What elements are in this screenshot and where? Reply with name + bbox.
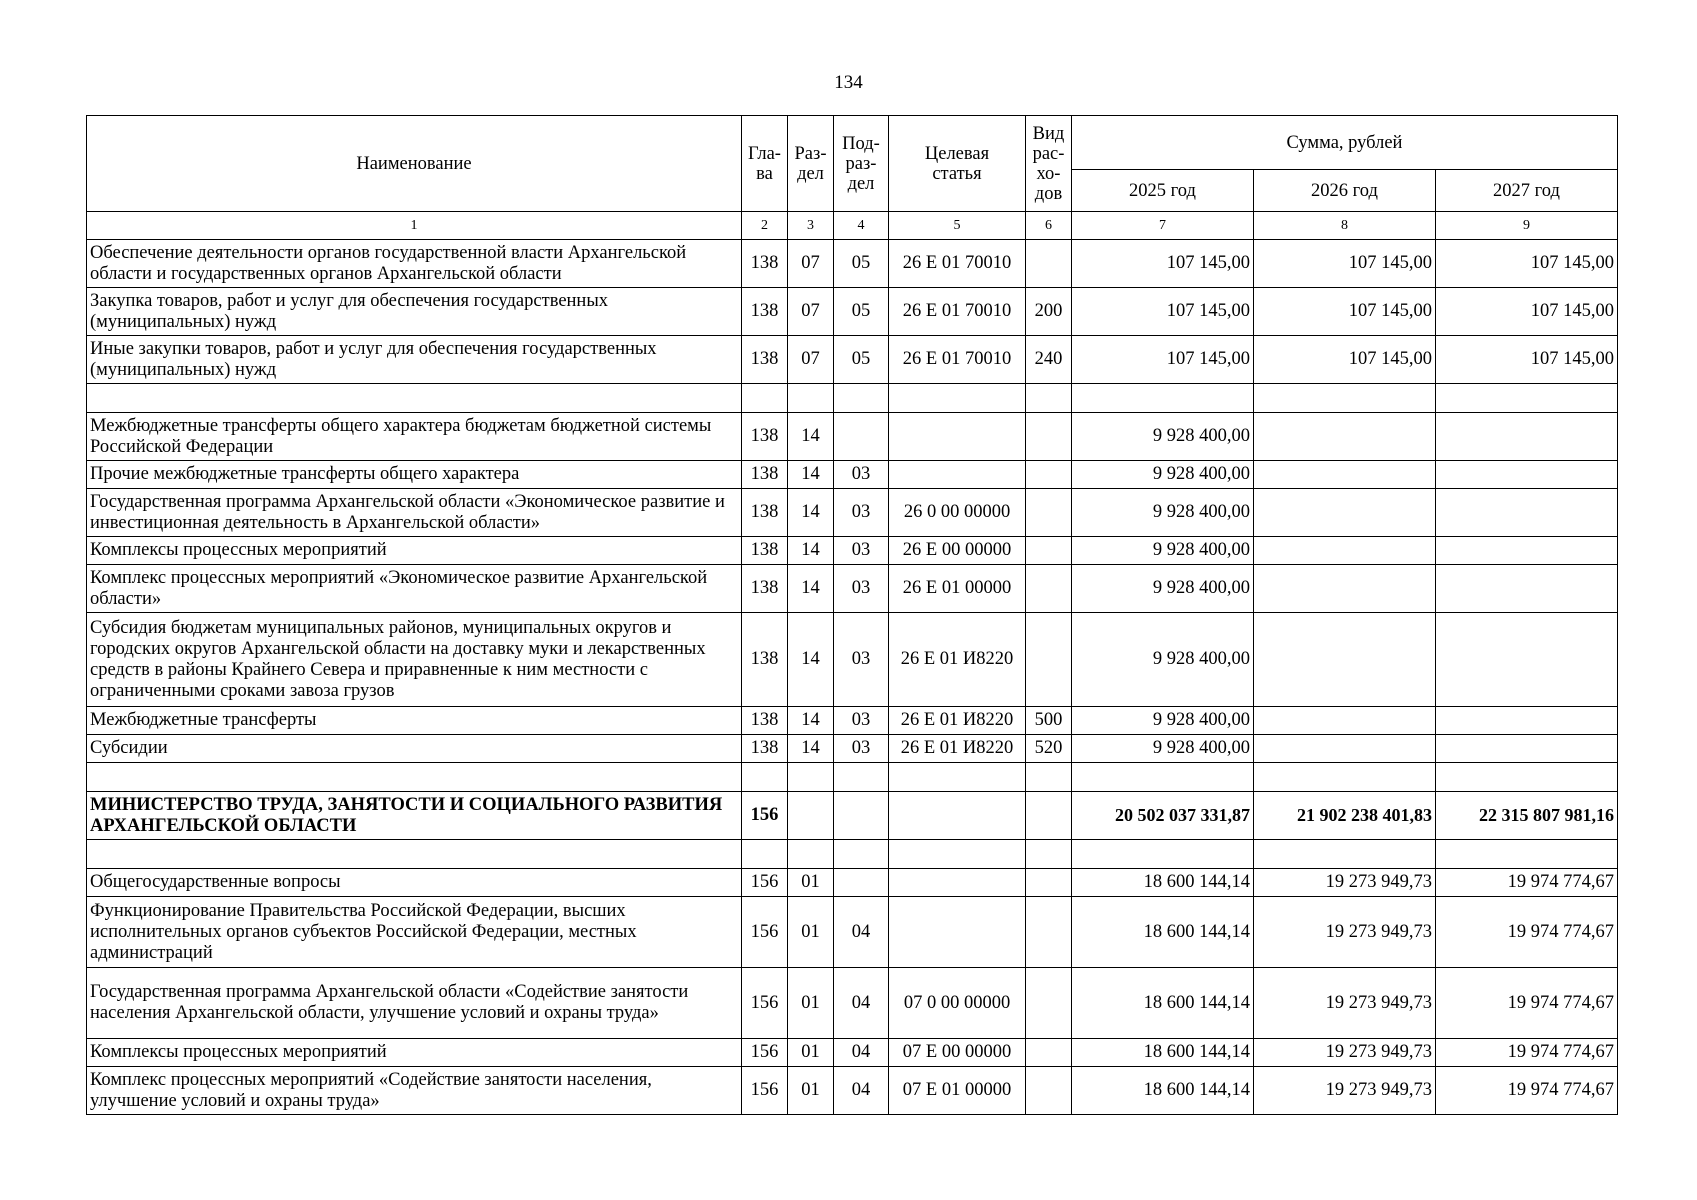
table-row <box>87 897 1618 968</box>
cell-2025: 18 600 144,14 <box>1072 1039 1254 1067</box>
header-vid <box>1026 116 1072 212</box>
cell-razdel: 14 <box>788 613 834 707</box>
header-tselevaya <box>889 116 1026 212</box>
cell-podrazdel: 04 <box>834 968 889 1039</box>
cell-glava: 156 <box>742 968 788 1039</box>
table-row <box>87 1067 1618 1115</box>
cell-2027: 22 315 807 981,16 <box>1436 792 1618 840</box>
cell-podrazdel: 03 <box>834 461 889 489</box>
cell-2027 <box>1436 707 1618 735</box>
cell-2026: 19 273 949,73 <box>1254 1067 1436 1115</box>
cell-2026 <box>1254 413 1436 461</box>
cell-2025: 9 928 400,00 <box>1072 707 1254 735</box>
cell-2026: 21 902 238 401,83 <box>1254 792 1436 840</box>
cell-2025: 9 928 400,00 <box>1072 489 1254 537</box>
column-number: 3 <box>788 212 834 240</box>
column-number: 6 <box>1026 212 1072 240</box>
cell-2027 <box>1436 461 1618 489</box>
cell-2026 <box>1254 384 1436 413</box>
cell-2027 <box>1436 413 1618 461</box>
cell-2026: 107 145,00 <box>1254 240 1436 288</box>
column-number: 4 <box>834 212 889 240</box>
cell-tselevaya: 26 Е 01 И8220 <box>889 613 1026 707</box>
table-row-empty <box>87 763 1618 792</box>
cell-tselevaya: 26 Е 01 00000 <box>889 565 1026 613</box>
cell-2027: 19 974 774,67 <box>1436 869 1618 897</box>
header-razdel <box>788 116 834 212</box>
cell-podrazdel <box>834 413 889 461</box>
table-row-ministry <box>87 792 1618 840</box>
cell-2026 <box>1254 537 1436 565</box>
cell-2027 <box>1436 840 1618 869</box>
cell-razdel: 14 <box>788 461 834 489</box>
table-row <box>87 735 1618 763</box>
cell-2025: 9 928 400,00 <box>1072 413 1254 461</box>
cell-2025: 107 145,00 <box>1072 336 1254 384</box>
cell-vid <box>1026 613 1072 707</box>
cell-2026 <box>1254 613 1436 707</box>
cell-2025: 9 928 400,00 <box>1072 613 1254 707</box>
column-number: 8 <box>1254 212 1436 240</box>
cell-razdel: 01 <box>788 869 834 897</box>
budget-table <box>86 115 1618 1115</box>
cell-name: Комплекс процессных мероприятий «Содействие занятости населения, улучшение условий и охраны труда» <box>87 1067 742 1115</box>
cell-tselevaya <box>889 840 1026 869</box>
cell-podrazdel <box>834 763 889 792</box>
cell-vid <box>1026 840 1072 869</box>
header-2027 <box>1436 170 1618 212</box>
cell-name: Обеспечение деятельности органов государственной власти Архангельской области и государственных органов Архангельской области <box>87 240 742 288</box>
cell-2026: 107 145,00 <box>1254 288 1436 336</box>
cell-vid <box>1026 869 1072 897</box>
cell-glava <box>742 384 788 413</box>
cell-2026: 19 273 949,73 <box>1254 1039 1436 1067</box>
cell-2025: 9 928 400,00 <box>1072 565 1254 613</box>
cell-2027 <box>1436 565 1618 613</box>
cell-name: Иные закупки товаров, работ и услуг для обеспечения государственных (муниципальных) нужд <box>87 336 742 384</box>
cell-glava: 138 <box>742 735 788 763</box>
cell-podrazdel: 03 <box>834 565 889 613</box>
table-row <box>87 489 1618 537</box>
column-number: 2 <box>742 212 788 240</box>
cell-tselevaya <box>889 413 1026 461</box>
cell-glava: 138 <box>742 613 788 707</box>
cell-glava: 138 <box>742 336 788 384</box>
cell-tselevaya: 07 0 00 00000 <box>889 968 1026 1039</box>
cell-tselevaya: 26 Е 01 70010 <box>889 336 1026 384</box>
cell-razdel: 01 <box>788 897 834 968</box>
cell-vid: 240 <box>1026 336 1072 384</box>
cell-2025: 9 928 400,00 <box>1072 461 1254 489</box>
cell-name: Закупка товаров, работ и услуг для обеспечения государственных (муниципальных) нужд <box>87 288 742 336</box>
header-2025-label: 2025 год <box>1129 180 1196 201</box>
cell-vid <box>1026 461 1072 489</box>
header-name-label: Наименование <box>356 153 472 174</box>
cell-razdel: 07 <box>788 288 834 336</box>
cell-name: Функционирование Правительства Российской Федерации, высших исполнительных органов субъектов Российской Федерации, местных администраций <box>87 897 742 968</box>
cell-glava: 156 <box>742 897 788 968</box>
cell-podrazdel: 03 <box>834 613 889 707</box>
cell-tselevaya <box>889 792 1026 840</box>
cell-2025: 18 600 144,14 <box>1072 968 1254 1039</box>
table-body <box>87 240 1618 1115</box>
cell-2026: 19 273 949,73 <box>1254 897 1436 968</box>
cell-razdel <box>788 840 834 869</box>
cell-glava: 156 <box>742 1039 788 1067</box>
table-row <box>87 968 1618 1039</box>
cell-2025: 18 600 144,14 <box>1072 869 1254 897</box>
cell-glava: 138 <box>742 461 788 489</box>
cell-2027: 19 974 774,67 <box>1436 1039 1618 1067</box>
cell-podrazdel: 03 <box>834 489 889 537</box>
cell-podrazdel <box>834 384 889 413</box>
header-vid-label: Вид рас- хо- дов <box>1032 123 1065 204</box>
cell-razdel: 14 <box>788 707 834 735</box>
cell-vid: 500 <box>1026 707 1072 735</box>
cell-2027: 19 974 774,67 <box>1436 1067 1618 1115</box>
cell-2026 <box>1254 735 1436 763</box>
header-2027-label: 2027 год <box>1493 180 1560 201</box>
table-row <box>87 413 1618 461</box>
cell-name: Государственная программа Архангельской области «Экономическое развитие и инвестиционная деятельность в Архангельской области» <box>87 489 742 537</box>
cell-2027 <box>1436 613 1618 707</box>
cell-podrazdel: 03 <box>834 735 889 763</box>
column-number: 9 <box>1436 212 1618 240</box>
cell-2027 <box>1436 735 1618 763</box>
cell-2025: 18 600 144,14 <box>1072 897 1254 968</box>
cell-podrazdel: 05 <box>834 336 889 384</box>
cell-name: Прочие межбюджетные трансферты общего характера <box>87 461 742 489</box>
cell-tselevaya <box>889 461 1026 489</box>
cell-2025: 107 145,00 <box>1072 240 1254 288</box>
cell-2025 <box>1072 384 1254 413</box>
cell-name: Государственная программа Архангельской области «Содействие занятости населения Архангельской области, улучшение условий и охраны труда» <box>87 968 742 1039</box>
cell-vid <box>1026 1067 1072 1115</box>
cell-2025: 20 502 037 331,87 <box>1072 792 1254 840</box>
cell-glava: 138 <box>742 413 788 461</box>
cell-podrazdel <box>834 792 889 840</box>
cell-razdel <box>788 763 834 792</box>
cell-name: Субсидия бюджетам муниципальных районов, муниципальных округов и городских округов Архангельской области на доставку муки и лекарственных средств в районы Крайнего Севера и приравненные к ним местности с ограниченными сроками завоза грузов <box>87 613 742 707</box>
header-podrazdel <box>834 116 889 212</box>
cell-2026: 107 145,00 <box>1254 336 1436 384</box>
cell-glava: 156 <box>742 869 788 897</box>
cell-razdel: 14 <box>788 413 834 461</box>
cell-2025: 9 928 400,00 <box>1072 537 1254 565</box>
cell-razdel: 14 <box>788 735 834 763</box>
cell-razdel: 14 <box>788 489 834 537</box>
table-row-empty <box>87 840 1618 869</box>
cell-2025: 9 928 400,00 <box>1072 735 1254 763</box>
cell-2025 <box>1072 763 1254 792</box>
header-glava <box>742 116 788 212</box>
table-row <box>87 288 1618 336</box>
cell-razdel: 07 <box>788 240 834 288</box>
cell-vid: 520 <box>1026 735 1072 763</box>
cell-vid <box>1026 897 1072 968</box>
cell-vid <box>1026 763 1072 792</box>
cell-razdel: 01 <box>788 968 834 1039</box>
cell-glava: 138 <box>742 288 788 336</box>
header-razdel-label: Раз- дел <box>794 143 827 184</box>
cell-2027: 19 974 774,67 <box>1436 968 1618 1039</box>
table-row <box>87 869 1618 897</box>
cell-podrazdel: 04 <box>834 1039 889 1067</box>
cell-glava: 138 <box>742 565 788 613</box>
cell-razdel: 14 <box>788 537 834 565</box>
cell-2026 <box>1254 707 1436 735</box>
header-name <box>87 116 742 212</box>
cell-tselevaya <box>889 869 1026 897</box>
cell-podrazdel: 04 <box>834 897 889 968</box>
cell-vid: 200 <box>1026 288 1072 336</box>
column-number: 7 <box>1072 212 1254 240</box>
header-sum-label: Сумма, рублей <box>1286 132 1403 153</box>
column-number: 1 <box>87 212 742 240</box>
cell-2027 <box>1436 384 1618 413</box>
table-row <box>87 707 1618 735</box>
table-row-empty <box>87 384 1618 413</box>
cell-tselevaya: 26 0 00 00000 <box>889 489 1026 537</box>
cell-name: Комплексы процессных мероприятий <box>87 1039 742 1067</box>
cell-2027 <box>1436 763 1618 792</box>
cell-tselevaya: 26 Е 01 И8220 <box>889 735 1026 763</box>
cell-tselevaya <box>889 384 1026 413</box>
cell-name <box>87 763 742 792</box>
cell-name: Межбюджетные трансферты <box>87 707 742 735</box>
cell-tselevaya: 26 Е 01 И8220 <box>889 707 1026 735</box>
cell-vid <box>1026 792 1072 840</box>
cell-2026 <box>1254 489 1436 537</box>
header-2025 <box>1072 170 1254 212</box>
cell-2027: 107 145,00 <box>1436 336 1618 384</box>
column-numbers-row <box>87 212 1618 240</box>
cell-name <box>87 840 742 869</box>
cell-podrazdel <box>834 840 889 869</box>
cell-2025 <box>1072 840 1254 869</box>
cell-vid <box>1026 1039 1072 1067</box>
table-row <box>87 537 1618 565</box>
cell-2025: 107 145,00 <box>1072 288 1254 336</box>
table-row <box>87 461 1618 489</box>
header-2026 <box>1254 170 1436 212</box>
cell-name <box>87 384 742 413</box>
cell-name: Общегосударственные вопросы <box>87 869 742 897</box>
cell-podrazdel <box>834 869 889 897</box>
cell-glava <box>742 763 788 792</box>
cell-2027 <box>1436 537 1618 565</box>
cell-podrazdel: 05 <box>834 240 889 288</box>
table-row <box>87 565 1618 613</box>
cell-vid <box>1026 489 1072 537</box>
cell-glava: 138 <box>742 707 788 735</box>
cell-glava <box>742 840 788 869</box>
cell-vid <box>1026 537 1072 565</box>
cell-name: МИНИСТЕРСТВО ТРУДА, ЗАНЯТОСТИ И СОЦИАЛЬНОГО РАЗВИТИЯ АРХАНГЕЛЬСКОЙ ОБЛАСТИ <box>87 792 742 840</box>
cell-glava: 156 <box>742 792 788 840</box>
cell-vid <box>1026 968 1072 1039</box>
cell-vid <box>1026 565 1072 613</box>
header-2026-label: 2026 год <box>1311 180 1378 201</box>
cell-2026 <box>1254 840 1436 869</box>
cell-2025: 18 600 144,14 <box>1072 1067 1254 1115</box>
cell-tselevaya <box>889 763 1026 792</box>
cell-2026: 19 273 949,73 <box>1254 869 1436 897</box>
header-sum <box>1072 116 1618 170</box>
cell-tselevaya: 26 Е 01 70010 <box>889 240 1026 288</box>
page-number: 134 <box>834 72 863 93</box>
table-row <box>87 1039 1618 1067</box>
cell-razdel: 14 <box>788 565 834 613</box>
cell-tselevaya: 26 Е 00 00000 <box>889 537 1026 565</box>
cell-glava: 138 <box>742 240 788 288</box>
cell-podrazdel: 05 <box>834 288 889 336</box>
cell-2026 <box>1254 763 1436 792</box>
cell-glava: 156 <box>742 1067 788 1115</box>
cell-name: Комплексы процессных мероприятий <box>87 537 742 565</box>
cell-2027: 107 145,00 <box>1436 288 1618 336</box>
cell-podrazdel: 04 <box>834 1067 889 1115</box>
cell-2027: 19 974 774,67 <box>1436 897 1618 968</box>
cell-tselevaya: 07 Е 00 00000 <box>889 1039 1026 1067</box>
cell-razdel: 01 <box>788 1067 834 1115</box>
cell-vid <box>1026 384 1072 413</box>
column-number: 5 <box>889 212 1026 240</box>
cell-razdel: 01 <box>788 1039 834 1067</box>
table-header <box>87 116 1618 240</box>
cell-razdel: 07 <box>788 336 834 384</box>
cell-podrazdel: 03 <box>834 537 889 565</box>
table-row <box>87 336 1618 384</box>
cell-razdel <box>788 792 834 840</box>
cell-tselevaya: 26 Е 01 70010 <box>889 288 1026 336</box>
header-podrazdel-label: Под- раз- дел <box>842 133 880 194</box>
cell-2026 <box>1254 565 1436 613</box>
table-row <box>87 240 1618 288</box>
header-tselevaya-label: Целевая статья <box>924 143 990 184</box>
header-glava-label: Гла- ва <box>748 143 781 184</box>
cell-2027: 107 145,00 <box>1436 240 1618 288</box>
cell-2026: 19 273 949,73 <box>1254 968 1436 1039</box>
cell-podrazdel: 03 <box>834 707 889 735</box>
cell-tselevaya <box>889 897 1026 968</box>
cell-razdel <box>788 384 834 413</box>
cell-vid <box>1026 413 1072 461</box>
cell-glava: 138 <box>742 537 788 565</box>
cell-name: Субсидии <box>87 735 742 763</box>
cell-name: Межбюджетные трансферты общего характера бюджетам бюджетной системы Российской Федерации <box>87 413 742 461</box>
table-row <box>87 613 1618 707</box>
cell-2027 <box>1436 489 1618 537</box>
cell-2026 <box>1254 461 1436 489</box>
cell-tselevaya: 07 Е 01 00000 <box>889 1067 1026 1115</box>
cell-name: Комплекс процессных мероприятий «Экономическое развитие Архангельской области» <box>87 565 742 613</box>
cell-glava: 138 <box>742 489 788 537</box>
cell-vid <box>1026 240 1072 288</box>
